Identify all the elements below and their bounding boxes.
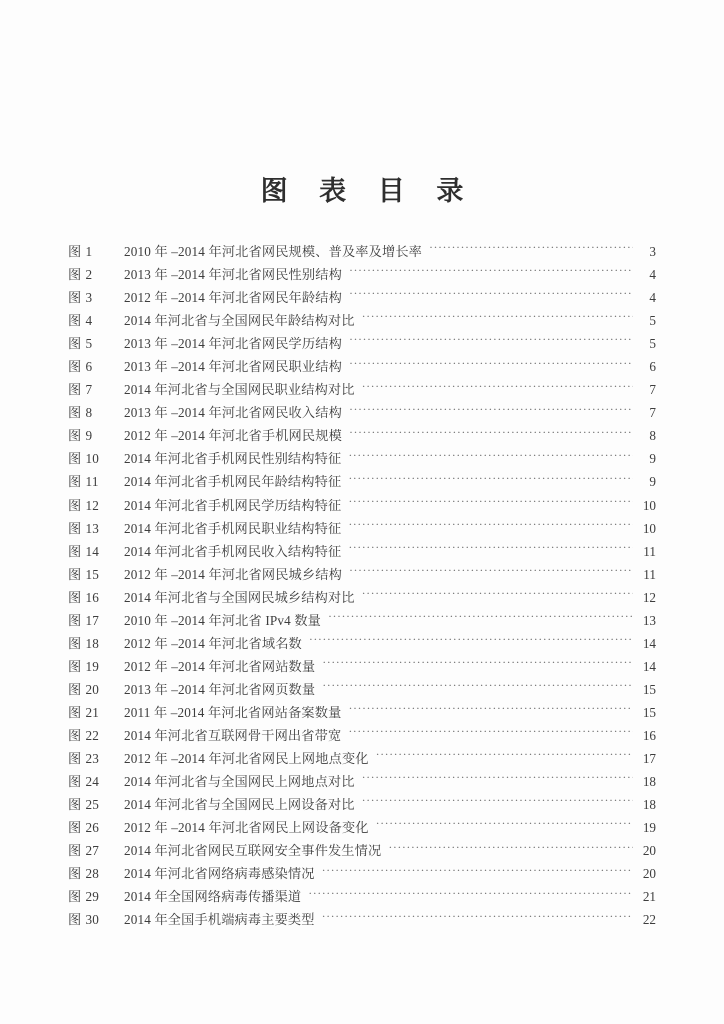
toc-entry-page-number: 10 (642, 497, 656, 513)
toc-entry-label (68, 633, 112, 652)
toc-entry-figure-word: 图 (68, 727, 82, 743)
toc-entry-label (68, 333, 112, 352)
toc-entry-label (68, 817, 112, 836)
toc-entry-label (68, 702, 112, 721)
toc-entry-label (68, 448, 112, 467)
page-title: 图 表 目 录 (260, 176, 476, 206)
toc-dot-leader (349, 335, 633, 348)
toc-entry-page-number: 15 (642, 681, 656, 697)
toc-entry-number: 4 (85, 313, 93, 329)
toc-entry-figure-word: 图 (68, 405, 82, 421)
toc-entry[interactable] (68, 587, 656, 610)
toc-entry-title: 2014 年河北省与全国网民上网地点对比 (124, 774, 355, 790)
toc-entry[interactable] (68, 886, 656, 909)
toc-dot-leader (322, 911, 633, 924)
toc-entry-number: 28 (85, 866, 100, 882)
toc-entry-figure-word: 图 (68, 866, 82, 882)
toc-entry-figure-word: 图 (68, 267, 82, 283)
toc-entry-figure-word: 图 (68, 889, 82, 905)
table-of-contents-list (68, 241, 656, 932)
toc-entry-figure-word: 图 (68, 774, 82, 790)
toc-entry-page-number: 20 (642, 866, 656, 882)
toc-entry-title: 2013 年 –2014 年河北省网页数量 (124, 681, 316, 697)
toc-entry[interactable] (68, 448, 656, 471)
toc-entry-number: 29 (85, 889, 100, 905)
toc-dot-leader (348, 519, 633, 532)
toc-entry-label (68, 748, 112, 767)
toc-entry-number: 17 (85, 612, 100, 628)
toc-dot-leader (348, 496, 633, 509)
toc-entry-title: 2014 年全国手机端病毒主要类型 (124, 912, 315, 928)
toc-entry[interactable] (68, 287, 656, 310)
toc-entry-label (68, 656, 112, 675)
toc-entry-figure-word: 图 (68, 912, 82, 928)
toc-entry-title: 2014 年河北省与全国网民职业结构对比 (124, 382, 355, 398)
toc-entry-page-number: 11 (643, 543, 656, 559)
toc-entry-figure-word: 图 (68, 566, 82, 582)
toc-entry-label (68, 379, 112, 398)
toc-entry-page-number: 14 (642, 658, 656, 674)
toc-entry-title: 2014 年河北省手机网民年龄结构特征 (124, 474, 342, 490)
toc-entry-page-number: 21 (642, 889, 656, 905)
toc-entry-figure-word: 图 (68, 820, 82, 836)
toc-entry-page-number: 8 (649, 428, 656, 444)
toc-entry-number: 11 (85, 474, 99, 490)
toc-entry-figure-word: 图 (68, 589, 82, 605)
toc-entry-figure-word: 图 (68, 797, 82, 813)
toc-entry-page-number: 6 (649, 359, 656, 375)
toc-dot-leader (376, 819, 633, 832)
toc-entry-title: 2013 年 –2014 年河北省网民性别结构 (124, 267, 342, 283)
toc-dot-leader (322, 865, 633, 878)
toc-entry-page-number: 16 (642, 727, 656, 743)
toc-entry-number: 5 (85, 336, 93, 352)
toc-entry[interactable] (68, 656, 656, 679)
toc-entry-title: 2010 年 –2014 年河北省网民规模、普及率及增长率 (124, 244, 423, 259)
toc-dot-leader (308, 888, 633, 901)
toc-entry-figure-word: 图 (68, 543, 82, 559)
toc-entry-page-number: 9 (649, 474, 656, 490)
toc-entry-label (68, 725, 112, 744)
toc-dot-leader (349, 565, 633, 578)
toc-entry-number: 3 (85, 290, 93, 306)
toc-dot-leader (348, 450, 633, 463)
toc-entry-label (68, 610, 112, 629)
toc-entry[interactable] (68, 725, 656, 748)
toc-entry-figure-word: 图 (68, 451, 82, 467)
toc-entry-page-number: 5 (649, 336, 656, 352)
toc-entry-number: 16 (85, 589, 100, 605)
toc-entry-figure-word: 图 (68, 704, 82, 720)
toc-entry-title: 2014 年全国网络病毒传播渠道 (124, 889, 302, 905)
toc-entry[interactable] (68, 425, 656, 448)
toc-entry[interactable] (68, 310, 656, 333)
toc-entry[interactable] (68, 771, 656, 794)
toc-dot-leader (348, 727, 633, 740)
toc-entry-title: 2014 年河北省与全国网民城乡结构对比 (124, 589, 355, 605)
toc-entry-label (68, 518, 112, 537)
toc-dot-leader (362, 312, 633, 325)
toc-dot-leader (348, 704, 633, 717)
toc-entry-figure-word: 图 (68, 635, 82, 651)
toc-entry-label (68, 771, 112, 790)
toc-entry-number: 14 (85, 543, 100, 559)
toc-entry-number: 30 (85, 912, 100, 928)
toc-entry-figure-word: 图 (68, 843, 82, 859)
toc-entry-label (68, 287, 112, 306)
toc-entry-figure-word: 图 (68, 658, 82, 674)
toc-entry-page-number: 3 (649, 244, 656, 259)
toc-entry-number: 21 (85, 704, 100, 720)
toc-entry-label (68, 886, 112, 905)
toc-entry-label (68, 840, 112, 859)
toc-entry-title: 2012 年 –2014 年河北省网民上网地点变化 (124, 751, 369, 767)
toc-entry-label (68, 471, 112, 490)
toc-entry-label (68, 356, 112, 375)
toc-entry-number: 12 (85, 497, 100, 513)
toc-entry[interactable] (68, 471, 656, 494)
toc-dot-leader (362, 796, 633, 809)
toc-dot-leader (349, 427, 633, 440)
toc-dot-leader (349, 358, 633, 371)
toc-dot-leader (348, 473, 633, 486)
toc-entry-page-number: 14 (642, 635, 656, 651)
toc-dot-leader (349, 289, 633, 302)
toc-dot-leader (322, 681, 633, 694)
toc-entry[interactable] (68, 679, 656, 702)
toc-entry-title: 2014 年河北省网络病毒感染情况 (124, 866, 315, 882)
toc-entry[interactable] (68, 748, 656, 771)
toc-entry[interactable] (68, 633, 656, 656)
toc-entry-number: 8 (85, 405, 93, 421)
toc-dot-leader (376, 750, 633, 763)
toc-entry-page-number: 4 (649, 267, 656, 283)
toc-entry[interactable] (68, 909, 656, 932)
toc-entry-label (68, 679, 112, 698)
toc-entry-page-number: 4 (649, 290, 656, 306)
toc-entry-title: 2014 年河北省互联网骨干网出省带宽 (124, 727, 342, 743)
toc-entry-figure-word: 图 (68, 751, 82, 767)
toc-entry-figure-word: 图 (68, 244, 82, 259)
toc-entry[interactable] (68, 817, 656, 840)
toc-entry[interactable] (68, 564, 656, 587)
toc-entry[interactable] (68, 702, 656, 725)
toc-entry-page-number: 19 (642, 820, 656, 836)
toc-entry[interactable] (68, 264, 656, 287)
toc-entry-figure-word: 图 (68, 336, 82, 352)
toc-entry-figure-word: 图 (68, 612, 82, 628)
toc-entry-page-number: 18 (642, 774, 656, 790)
toc-entry-title: 2014 年河北省与全国网民年龄结构对比 (124, 313, 355, 329)
toc-entry-page-number: 13 (642, 612, 656, 628)
toc-entry-number: 6 (85, 359, 93, 375)
toc-entry-title: 2014 年河北省手机网民学历结构特征 (124, 497, 342, 513)
toc-dot-leader (309, 635, 633, 648)
toc-entry-number: 22 (85, 727, 100, 743)
toc-entry[interactable] (68, 840, 656, 863)
toc-entry-title: 2013 年 –2014 年河北省网民收入结构 (124, 405, 342, 421)
toc-dot-leader (348, 542, 633, 555)
toc-dot-leader (388, 842, 633, 855)
toc-entry-number: 13 (85, 520, 100, 536)
toc-entry[interactable] (68, 379, 656, 402)
toc-entry-page-number: 10 (642, 520, 656, 536)
toc-entry-label (68, 564, 112, 583)
toc-entry-label (68, 909, 112, 928)
toc-entry-label (68, 863, 112, 882)
toc-entry-number: 26 (85, 820, 100, 836)
toc-entry-number: 24 (85, 774, 100, 790)
toc-entry-number: 1 (85, 244, 93, 259)
toc-dot-leader (322, 658, 633, 671)
toc-entry-number: 25 (85, 797, 100, 813)
toc-dot-leader (362, 589, 633, 602)
toc-entry-number: 7 (85, 382, 93, 398)
toc-entry-title: 2012 年 –2014 年河北省网民年龄结构 (124, 290, 342, 306)
toc-entry-page-number: 18 (642, 797, 656, 813)
toc-entry-title: 2012 年 –2014 年河北省域名数 (124, 635, 302, 651)
toc-dot-leader (328, 612, 633, 625)
toc-entry-number: 18 (85, 635, 100, 651)
toc-dot-leader (349, 266, 633, 279)
toc-entry-page-number: 9 (649, 451, 656, 467)
toc-dot-leader (349, 404, 633, 417)
toc-entry-label (68, 264, 112, 283)
toc-entry-title: 2014 年河北省手机网民职业结构特征 (124, 520, 342, 536)
toc-entry-label (68, 310, 112, 329)
toc-entry[interactable] (68, 541, 656, 564)
toc-entry-page-number: 20 (642, 843, 656, 859)
toc-entry-number: 10 (85, 451, 100, 467)
toc-entry-title: 2014 年河北省与全国网民上网设备对比 (124, 797, 355, 813)
toc-entry-figure-word: 图 (68, 359, 82, 375)
toc-entry-figure-word: 图 (68, 313, 82, 329)
toc-entry-number: 2 (85, 267, 93, 283)
toc-entry-label (68, 402, 112, 421)
toc-entry-figure-word: 图 (68, 290, 82, 306)
toc-entry-title: 2012 年 –2014 年河北省网站数量 (124, 658, 316, 674)
toc-entry-label (68, 541, 112, 560)
toc-entry-label (68, 587, 112, 606)
toc-entry-figure-word: 图 (68, 474, 82, 490)
toc-entry-page-number: 17 (642, 751, 656, 767)
toc-entry-title: 2014 年河北省网民互联网安全事件发生情况 (124, 843, 382, 859)
toc-entry-number: 27 (85, 843, 100, 859)
toc-entry-page-number: 7 (649, 405, 656, 421)
toc-dot-leader (362, 773, 633, 786)
toc-entry-label (68, 495, 112, 514)
toc-entry-title: 2012 年 –2014 年河北省手机网民规模 (124, 428, 342, 444)
toc-entry-title: 2013 年 –2014 年河北省网民学历结构 (124, 336, 342, 352)
toc-entry-figure-word: 图 (68, 382, 82, 398)
toc-entry[interactable] (68, 402, 656, 425)
toc-dot-leader (362, 381, 633, 394)
toc-entry[interactable] (68, 863, 656, 886)
toc-entry-page-number: 15 (642, 704, 656, 720)
toc-entry[interactable] (68, 333, 656, 356)
toc-entry[interactable] (68, 610, 656, 633)
toc-entry-title: 2010 年 –2014 年河北省 IPv4 数量 (124, 612, 322, 628)
toc-entry-number: 15 (85, 566, 100, 582)
toc-entry[interactable] (68, 794, 656, 817)
toc-entry-number: 23 (85, 751, 100, 767)
toc-entry-title: 2014 年河北省手机网民性别结构特征 (124, 451, 342, 467)
toc-entry-page-number: 5 (649, 313, 656, 329)
toc-entry-number: 9 (85, 428, 93, 444)
toc-entry-label (68, 794, 112, 813)
toc-entry-figure-word: 图 (68, 681, 82, 697)
toc-entry-title: 2011 年 –2014 年河北省网站备案数量 (124, 704, 342, 720)
toc-entry-page-number: 12 (642, 589, 656, 605)
toc-entry-title: 2014 年河北省手机网民收入结构特征 (124, 543, 342, 559)
toc-entry[interactable] (68, 518, 656, 541)
toc-dot-leader (429, 243, 633, 256)
toc-entry[interactable] (68, 241, 656, 264)
toc-entry-figure-word: 图 (68, 497, 82, 513)
toc-entry-label (68, 241, 112, 260)
toc-entry-number: 19 (85, 658, 100, 674)
toc-entry[interactable] (68, 356, 656, 379)
toc-entry-page-number: 22 (642, 912, 656, 928)
toc-entry-title: 2012 年 –2014 年河北省网民城乡结构 (124, 566, 342, 582)
toc-entry-figure-word: 图 (68, 428, 82, 444)
toc-entry-title: 2012 年 –2014 年河北省网民上网设备变化 (124, 820, 369, 836)
toc-entry-label (68, 425, 112, 444)
toc-entry-number: 20 (85, 681, 100, 697)
toc-entry-title: 2013 年 –2014 年河北省网民职业结构 (124, 359, 342, 375)
toc-entry-page-number: 11 (643, 566, 656, 582)
toc-entry-page-number: 7 (649, 382, 656, 398)
toc-entry-figure-word: 图 (68, 520, 82, 536)
toc-entry[interactable] (68, 495, 656, 518)
